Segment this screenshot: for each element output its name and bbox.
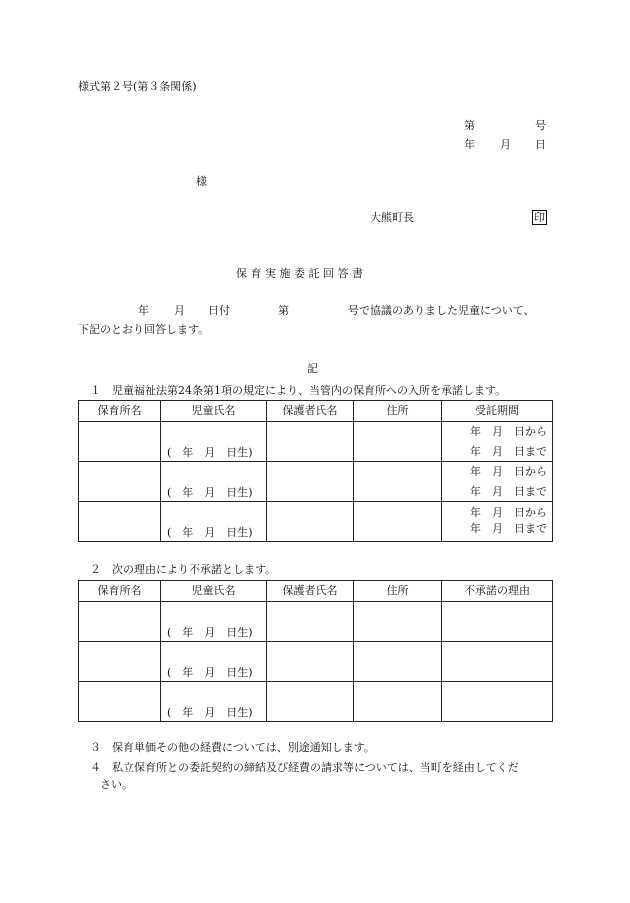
period-to-label: 年 月 日まで [470, 522, 547, 535]
rejection-table [78, 580, 553, 722]
col-header: 受託期間 [442, 401, 553, 422]
ref-go: 号 [535, 119, 546, 132]
sender-title: 大熊町長 [370, 211, 414, 224]
table-row [79, 502, 553, 542]
body-text-line2: 下記のとおり回答します。 [78, 323, 210, 336]
address-cell[interactable] [354, 502, 442, 542]
period-cell[interactable] [442, 502, 553, 542]
address-cell[interactable] [354, 462, 442, 502]
body-date-suffix: 日付 [208, 304, 230, 317]
nursery-name-cell[interactable] [79, 422, 161, 462]
table-header-row [79, 581, 553, 602]
address-cell[interactable] [354, 682, 442, 722]
child-name-cell[interactable] [161, 502, 267, 542]
nursery-name-cell[interactable] [79, 502, 161, 542]
col-header: 児童氏名 [161, 581, 267, 602]
col-header: 不承諾の理由 [442, 581, 553, 602]
rejection-reason-cell[interactable] [442, 602, 553, 642]
address-cell[interactable] [354, 602, 442, 642]
birth-date-label: ( 年 月 日生) [167, 526, 253, 539]
col-header: 住所 [354, 581, 442, 602]
period-cell[interactable] [442, 462, 553, 502]
address-cell[interactable] [354, 642, 442, 682]
note-3: ３ 保育単価その他の経費については、別途通知します。 [90, 741, 375, 754]
guardian-name-cell[interactable] [267, 462, 354, 502]
birth-date-label: ( 年 月 日生) [167, 486, 253, 499]
period-to-label: 年 月 日まで [470, 485, 547, 498]
period-from-label: 年 月 日から [470, 506, 547, 519]
rejection-reason-cell[interactable] [442, 682, 553, 722]
period-cell[interactable] [442, 422, 553, 462]
nursery-name-cell[interactable] [79, 602, 161, 642]
form-number: 様式第２号(第３条関係) [78, 80, 197, 93]
col-header: 保護者氏名 [267, 581, 354, 602]
body-dai: 第 [278, 304, 289, 317]
seal-mark: 印 [534, 211, 545, 224]
col-header: 保護者氏名 [267, 401, 354, 422]
note-4-line1: ４ 私立保育所との委託契約の締結及び経費の請求等については、当町を経由してくだ [90, 761, 519, 774]
child-name-cell[interactable] [161, 462, 267, 502]
note-4-line2: さい。 [100, 778, 133, 791]
addressee-suffix: 様 [196, 175, 207, 188]
body-month: 月 [174, 304, 185, 317]
guardian-name-cell[interactable] [267, 602, 354, 642]
table-row [79, 682, 553, 722]
nursery-name-cell[interactable] [79, 462, 161, 502]
section2-heading: ２ 次の理由により不承諾とします。 [90, 563, 277, 576]
ref-dai: 第 [464, 119, 475, 132]
table-header-row [79, 401, 553, 422]
document-title: 保 育 実 施 委 託 回 答 書 [236, 267, 363, 280]
body-year: 年 [138, 304, 149, 317]
guardian-name-cell[interactable] [267, 422, 354, 462]
col-header: 住所 [354, 401, 442, 422]
rejection-reason-cell[interactable] [442, 642, 553, 682]
guardian-name-cell[interactable] [267, 682, 354, 722]
guardian-name-cell[interactable] [267, 502, 354, 542]
child-name-cell[interactable] [161, 422, 267, 462]
birth-date-label: ( 年 月 日生) [167, 706, 253, 719]
birth-date-label: ( 年 月 日生) [167, 626, 253, 639]
col-header: 保育所名 [79, 581, 161, 602]
col-header: 児童氏名 [161, 401, 267, 422]
birth-date-label: ( 年 月 日生) [167, 446, 253, 459]
section1-heading: １ 児童福祉法第24条第1項の規定により、当管内の保育所への入所を承諾します。 [90, 384, 507, 397]
period-from-label: 年 月 日から [470, 465, 547, 478]
period-to-label: 年 月 日まで [470, 445, 547, 458]
nursery-name-cell[interactable] [79, 642, 161, 682]
child-name-cell[interactable] [161, 642, 267, 682]
table-row [79, 602, 553, 642]
date-day: 日 [535, 138, 546, 151]
period-from-label: 年 月 日から [470, 425, 547, 438]
table-row [79, 422, 553, 462]
guardian-name-cell[interactable] [267, 642, 354, 682]
table-row [79, 462, 553, 502]
date-year: 年 [464, 138, 475, 151]
table-row [79, 642, 553, 682]
child-name-cell[interactable] [161, 602, 267, 642]
child-name-cell[interactable] [161, 682, 267, 722]
body-text: 号で協議のありました児童について、 [348, 304, 535, 317]
date-month: 月 [500, 138, 511, 151]
ki-heading: 記 [307, 362, 318, 375]
address-cell[interactable] [354, 422, 442, 462]
col-header: 保育所名 [79, 401, 161, 422]
nursery-name-cell[interactable] [79, 682, 161, 722]
acceptance-table [78, 400, 553, 542]
birth-date-label: ( 年 月 日生) [167, 666, 253, 679]
